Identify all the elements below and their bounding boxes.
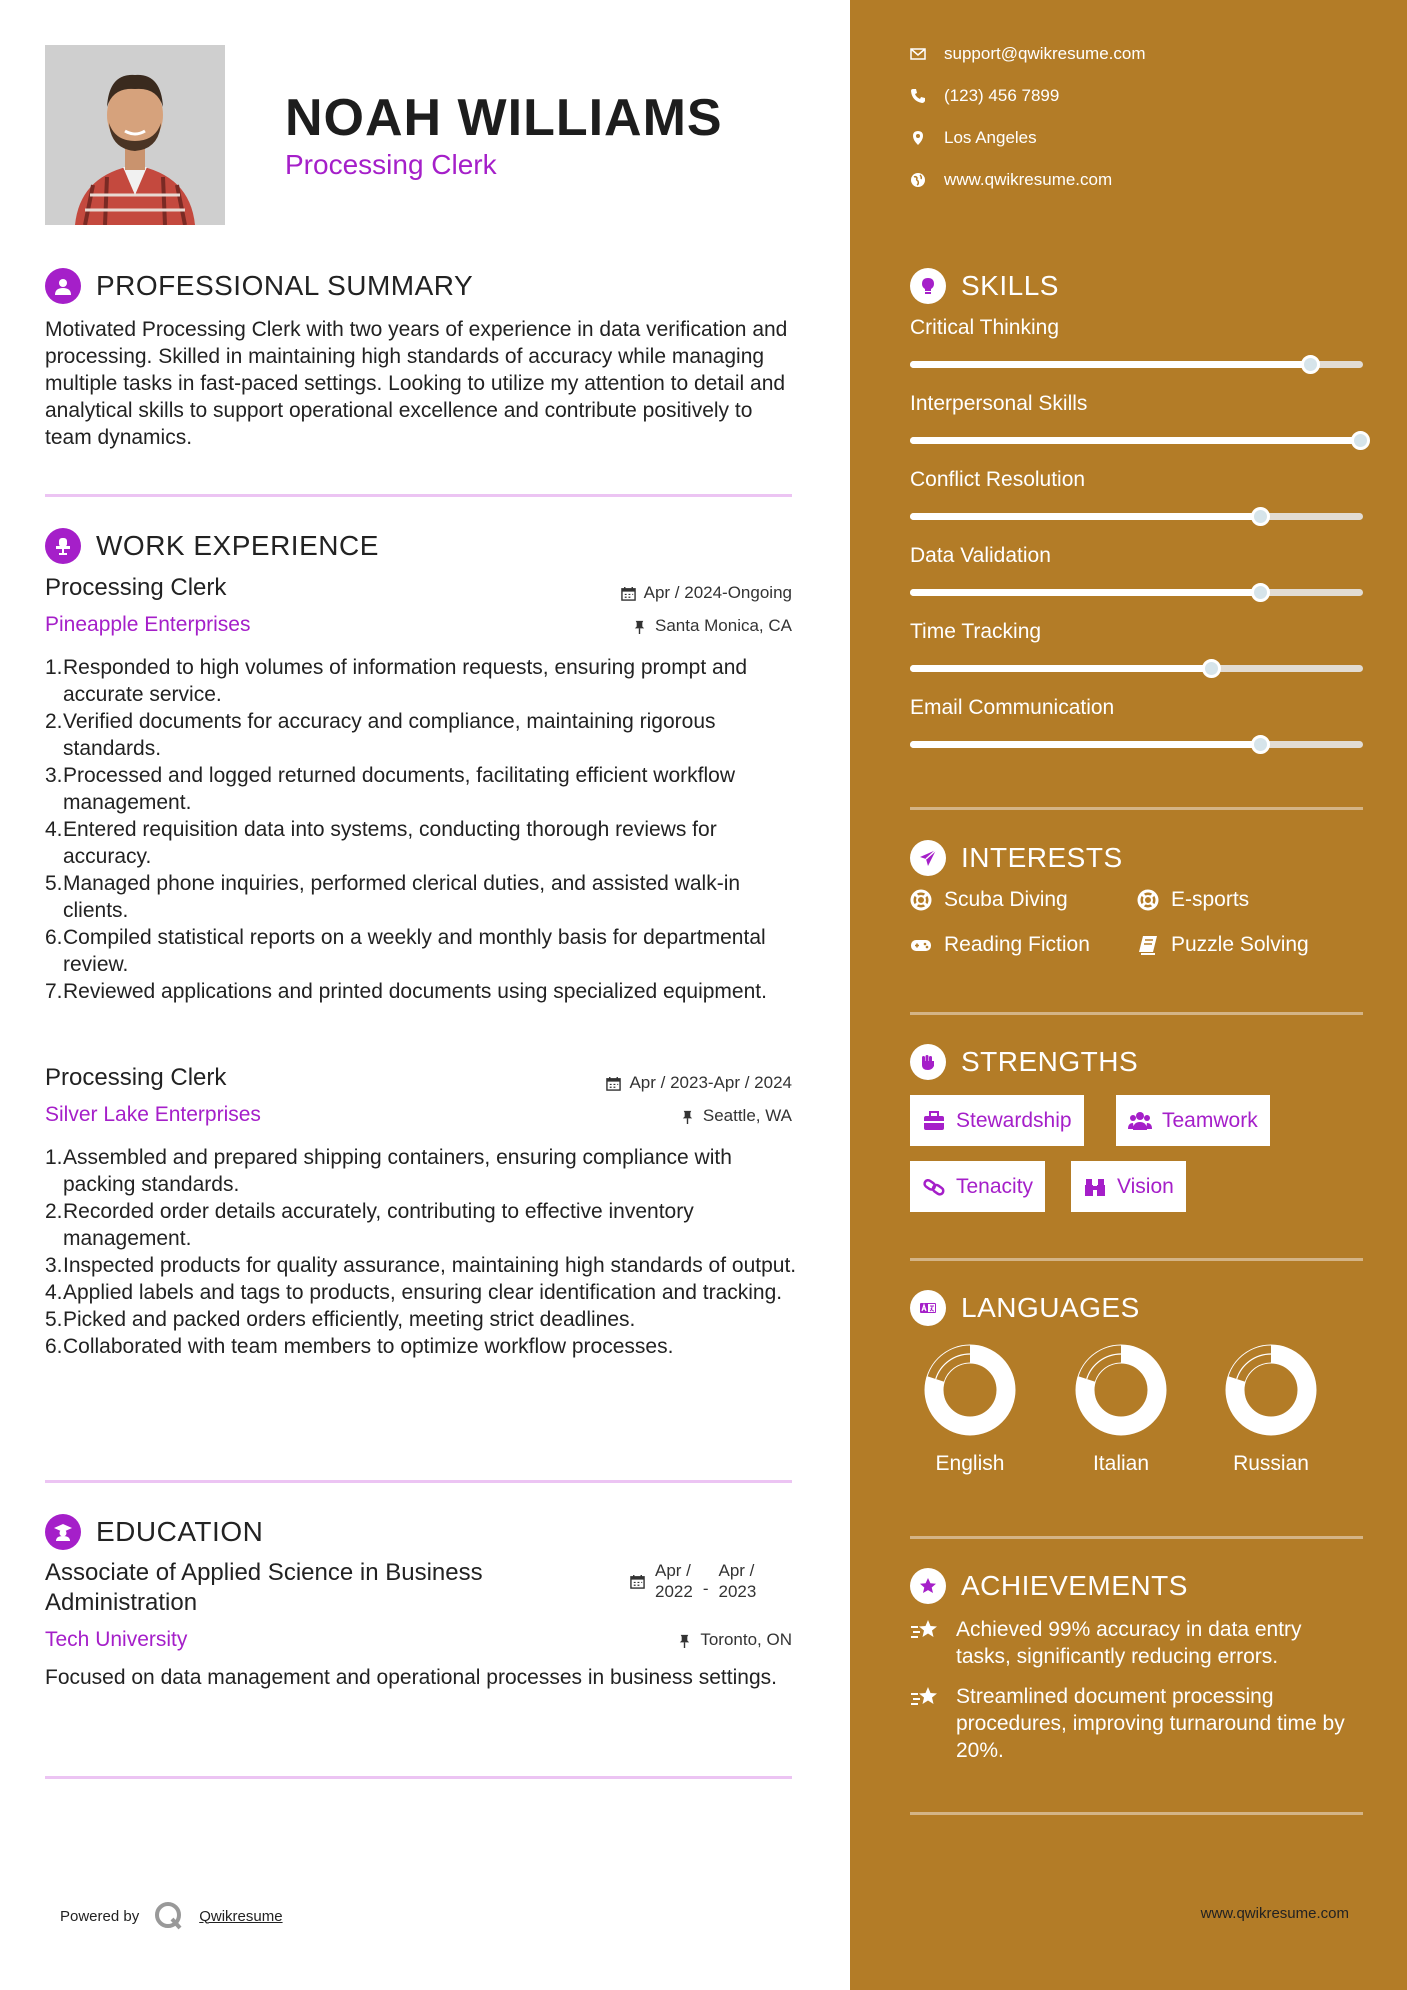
skills-title: SKILLS bbox=[961, 270, 1059, 301]
job-location bbox=[680, 1106, 792, 1126]
contact-email-text: support@qwikresume.com bbox=[944, 44, 1146, 63]
list-item: 3. Processed and logged returned documents, facilitating efficient workflow management. bbox=[45, 764, 735, 814]
skill-label: Interpersonal Skills bbox=[910, 392, 1088, 415]
strength-stewardship bbox=[910, 1095, 1084, 1146]
strength-label: Tenacity bbox=[956, 1174, 1034, 1198]
skill-bar-fill bbox=[910, 437, 1363, 444]
skill-label: Data Validation bbox=[910, 544, 1051, 567]
list-item: 5. Managed phone inquiries, performed clerical duties, and assisted walk-in clients. bbox=[45, 872, 741, 922]
strength-vision bbox=[1071, 1161, 1186, 1212]
interest-e-sports bbox=[1137, 888, 1249, 912]
pin-icon bbox=[632, 619, 647, 634]
list-item: 7. Reviewed applications and printed documents using specialized equipment. bbox=[45, 980, 767, 1003]
powered-by bbox=[60, 1900, 283, 1932]
language-item bbox=[1066, 1342, 1176, 1476]
section-divider bbox=[45, 494, 792, 497]
achievement-text: Streamlined document processing procedures, improving turnaround time by 20%. bbox=[956, 1685, 1345, 1762]
skill-bar bbox=[910, 589, 1363, 596]
skill-bar-fill bbox=[910, 741, 1263, 748]
list-item: 2. Verified documents for accuracy and compliance, maintaining rigorous standards. bbox=[45, 710, 716, 760]
contact-email[interactable] bbox=[910, 44, 1146, 64]
gamepad-icon bbox=[910, 934, 932, 956]
contact-phone-text: (123) 456 7899 bbox=[944, 86, 1060, 105]
sidebar-divider bbox=[910, 807, 1363, 810]
languages-title: LANGUAGES bbox=[961, 1292, 1140, 1323]
list-item: 3. Inspected products for quality assurance, maintaining high standards of output. bbox=[45, 1254, 797, 1277]
skill-bar bbox=[910, 741, 1363, 748]
fist-icon bbox=[910, 1044, 946, 1080]
skill-label: Conflict Resolution bbox=[910, 468, 1086, 491]
contact-phone[interactable] bbox=[910, 86, 1059, 106]
interests-heading bbox=[910, 840, 1123, 876]
achievement-text: Achieved 99% accuracy in data entry tasks, significantly reducing errors. bbox=[956, 1618, 1302, 1668]
job-title: Processing Clerk bbox=[45, 574, 227, 601]
list-item: 1. Assembled and prepared shipping containers, ensuring compliance with packing standards. bbox=[45, 1146, 732, 1196]
contact-location-text: Los Angeles bbox=[944, 128, 1037, 147]
languages-heading bbox=[910, 1290, 1140, 1326]
contact-website[interactable] bbox=[910, 170, 1112, 190]
education-dash: - bbox=[702, 1578, 709, 1598]
job-duties bbox=[45, 654, 805, 1005]
candidate-role: Processing Clerk bbox=[285, 149, 497, 180]
calendar-icon bbox=[621, 586, 636, 601]
qwikresume-logo-icon bbox=[153, 1900, 185, 1932]
skill-label: Time Tracking bbox=[910, 620, 1042, 643]
language-ring bbox=[922, 1342, 1018, 1438]
skill-bar-fill bbox=[910, 589, 1263, 596]
job-location-text: Seattle, WA bbox=[702, 1106, 792, 1125]
experience-title: WORK EXPERIENCE bbox=[96, 530, 379, 561]
interest-label: Reading Fiction bbox=[944, 933, 1090, 956]
achievements-heading bbox=[910, 1568, 1188, 1604]
interest-label: E-sports bbox=[1171, 888, 1250, 911]
education-title: EDUCATION bbox=[96, 1516, 264, 1547]
job-dates-text: Apr / 2024-Ongoing bbox=[643, 583, 792, 602]
shooting-star-icon bbox=[910, 1685, 940, 1711]
calendar-icon bbox=[630, 1574, 645, 1589]
job-company: Silver Lake Enterprises bbox=[45, 1103, 261, 1126]
pin-icon bbox=[680, 1109, 695, 1124]
lifebuoy-icon bbox=[910, 889, 932, 911]
interest-label: Puzzle Solving bbox=[1171, 933, 1309, 956]
profile-photo bbox=[45, 45, 225, 225]
list-item: 1. Responded to high volumes of information requests, ensuring prompt and accurate service. bbox=[45, 656, 748, 706]
degree-title: Associate of Applied Science in Business Administration bbox=[45, 1559, 483, 1616]
education-text: Focused on data management and operational processes in business settings. bbox=[45, 1666, 777, 1689]
sidebar-divider bbox=[910, 1258, 1363, 1261]
list-item: 4. Applied labels and tags to products, ensuring clear identification and tracking. bbox=[45, 1281, 783, 1304]
education-start: Apr / 2022 bbox=[655, 1561, 693, 1601]
candidate-name: NOAH WILLIAMS bbox=[285, 89, 723, 147]
translate-icon bbox=[910, 1290, 946, 1326]
skill-bar-fill bbox=[910, 665, 1214, 672]
list-item: 6. Collaborated with team members to optimize workflow processes. bbox=[45, 1335, 674, 1358]
skill-bar-knob bbox=[1202, 659, 1221, 678]
sidebar-divider bbox=[910, 1012, 1363, 1015]
interests-title: INTERESTS bbox=[961, 842, 1123, 873]
education-dates bbox=[630, 1560, 756, 1602]
paper-plane-icon bbox=[910, 840, 946, 876]
skill-bar-fill bbox=[910, 513, 1263, 520]
strengths-title: STRENGTHS bbox=[961, 1046, 1139, 1077]
globe-icon bbox=[910, 172, 926, 188]
list-item: 2. Recorded order details accurately, contributing to effective inventory management. bbox=[45, 1200, 694, 1250]
strength-teamwork bbox=[1116, 1095, 1270, 1146]
job-dates bbox=[606, 1073, 792, 1093]
graduate-icon bbox=[45, 1514, 81, 1550]
job-company: Pineapple Enterprises bbox=[45, 613, 251, 636]
school-name: Tech University bbox=[45, 1628, 188, 1651]
binoculars-icon bbox=[1083, 1175, 1107, 1199]
language-label: Italian bbox=[1092, 1452, 1150, 1475]
education-location-text: Toronto, ON bbox=[700, 1630, 792, 1649]
qwikresume-link[interactable]: Qwikresume bbox=[199, 1907, 283, 1925]
star-badge-icon bbox=[910, 1568, 946, 1604]
envelope-icon bbox=[910, 46, 926, 62]
link-icon bbox=[922, 1175, 946, 1199]
job-location bbox=[632, 616, 792, 636]
footer-website[interactable]: www.qwikresume.com bbox=[1200, 1905, 1349, 1922]
sidebar-divider bbox=[910, 1536, 1363, 1539]
pin-icon bbox=[677, 1633, 692, 1648]
summary-text: Motivated Processing Clerk with two years of experience in data verification and processing. Skilled in maintaining high standards of accuracy while managing multiple tasks in fast-paced settings. Looking to utilize my attention to detail and analytical skills to support operational excellence and contribute positively to team dynamics. bbox=[45, 318, 788, 449]
interest-label: Scuba Diving bbox=[944, 888, 1068, 911]
contact-location bbox=[910, 128, 1037, 148]
interest-reading-fiction bbox=[910, 933, 1090, 957]
job-title: Processing Clerk bbox=[45, 1064, 227, 1091]
language-item bbox=[1216, 1342, 1326, 1476]
contact-website-text: www.qwikresume.com bbox=[944, 170, 1113, 189]
interest-scuba-diving bbox=[910, 888, 1068, 912]
skill-bar-knob bbox=[1351, 431, 1370, 450]
language-item bbox=[915, 1342, 1025, 1476]
section-divider bbox=[45, 1480, 792, 1483]
strength-label: Teamwork bbox=[1162, 1108, 1258, 1132]
list-item: 5. Picked and packed orders efficiently, meeting strict deadlines. bbox=[45, 1308, 636, 1331]
skill-label: Email Communication bbox=[910, 696, 1115, 719]
job-location-text: Santa Monica, CA bbox=[654, 616, 792, 635]
language-ring bbox=[1223, 1342, 1319, 1438]
podium-icon bbox=[45, 528, 81, 564]
interest-puzzle-solving bbox=[1137, 933, 1309, 957]
skills-heading bbox=[910, 268, 1059, 304]
education-end: Apr / 2023 bbox=[718, 1561, 757, 1601]
user-icon bbox=[45, 268, 81, 304]
education-heading bbox=[45, 1514, 263, 1550]
skill-bar bbox=[910, 513, 1363, 520]
summary-title: PROFESSIONAL SUMMARY bbox=[96, 270, 474, 301]
experience-heading bbox=[45, 528, 379, 564]
job-dates bbox=[621, 583, 792, 603]
language-label: English bbox=[935, 1452, 1005, 1475]
language-ring bbox=[1073, 1342, 1169, 1438]
strength-label: Vision bbox=[1117, 1174, 1174, 1198]
phone-icon bbox=[910, 88, 926, 104]
summary-heading bbox=[45, 268, 473, 304]
achievement-item bbox=[910, 1616, 1350, 1670]
lifebuoy-icon bbox=[1137, 889, 1159, 911]
job-dates-text: Apr / 2023-Apr / 2024 bbox=[629, 1073, 792, 1092]
skill-bar-fill bbox=[910, 361, 1313, 368]
book-icon bbox=[1137, 934, 1159, 956]
list-item: 4. Entered requisition data into systems, conducting thorough reviews for accuracy. bbox=[45, 818, 717, 868]
sidebar-divider bbox=[910, 1812, 1363, 1815]
strengths-heading bbox=[910, 1044, 1138, 1080]
language-label: Russian bbox=[1233, 1452, 1309, 1475]
strength-label: Stewardship bbox=[956, 1108, 1072, 1132]
skill-label: Critical Thinking bbox=[910, 316, 1059, 339]
job-duties bbox=[45, 1144, 805, 1360]
list-item: 6. Compiled statistical reports on a weekly and monthly basis for departmental review. bbox=[45, 926, 766, 976]
map-marker-icon bbox=[910, 130, 926, 146]
skill-bar bbox=[910, 665, 1363, 672]
skill-bar bbox=[910, 437, 1363, 444]
education-location bbox=[677, 1630, 792, 1650]
person-illustration bbox=[45, 45, 225, 225]
strength-tenacity bbox=[910, 1161, 1045, 1212]
shooting-star-icon bbox=[910, 1618, 940, 1644]
lightbulb-icon bbox=[910, 268, 946, 304]
skill-bar bbox=[910, 361, 1363, 368]
briefcase-icon bbox=[922, 1109, 946, 1133]
users-icon bbox=[1128, 1109, 1152, 1133]
powered-by-label: Powered by bbox=[60, 1907, 140, 1925]
achievement-item bbox=[910, 1683, 1350, 1764]
calendar-icon bbox=[606, 1076, 621, 1091]
achievements-title: ACHIEVEMENTS bbox=[961, 1570, 1188, 1601]
section-divider bbox=[45, 1776, 792, 1779]
